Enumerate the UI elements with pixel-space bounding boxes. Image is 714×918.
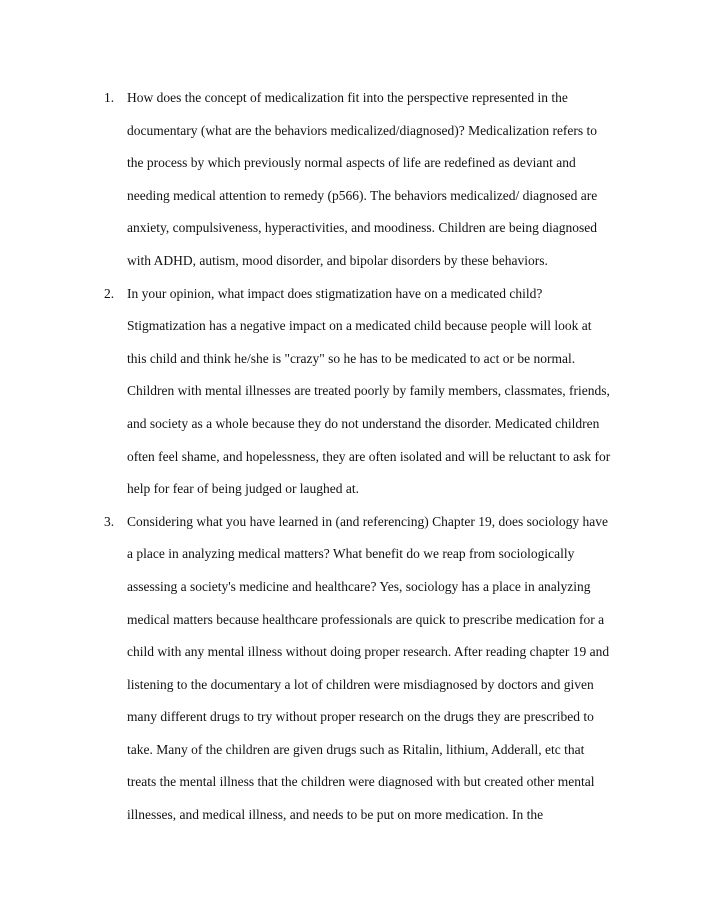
item-number: 1. <box>104 90 115 105</box>
item-number: 3. <box>104 513 115 529</box>
text-line: child with any mental illness without doing proper research. After reading chapter 19 and <box>127 644 610 660</box>
text-line: listening to the documentary a lot of children were misdiagnosed by doctors and given <box>127 676 594 692</box>
text-line: often feel shame, and hopelessness, they are often isolated and will be reluctant to ask for <box>127 448 611 464</box>
list-item-2 <box>104 278 644 506</box>
numbered-question-list <box>104 82 644 832</box>
text-line: illnesses, and medical illness, and needs to be put on more medication. In the <box>127 807 544 823</box>
text-line: medical matters because healthcare professionals are quick to prescribe medication for a <box>127 611 605 627</box>
text-line: Considering what you have learned in (and referencing) Chapter 19, does sociology have <box>127 513 608 529</box>
text-line: many different drugs to try without proper research on the drugs they are prescribed to <box>127 709 594 725</box>
text-line: treats the mental illness that the children were diagnosed with but created other mental <box>127 774 595 790</box>
item-number: 2. <box>104 285 115 301</box>
text-line: the process by which previously normal aspects of life are redefined as deviant and <box>127 155 576 171</box>
text-line: needing medical attention to remedy (p566). The behaviors medicalized/ diagnosed are <box>127 187 598 203</box>
text-line: take. Many of the children are given drugs such as Ritalin, lithium, Adderall, etc that <box>127 741 585 757</box>
text-line: with ADHD, autism, mood disorder, and bipolar disorders by these behaviors. <box>127 252 548 268</box>
text-line: documentary (what are the behaviors medicalized/diagnosed)? Medicalization refers to <box>127 122 598 138</box>
list-item-3 <box>104 506 644 832</box>
text-line: How does the concept of medicalization fit into the perspective represented in the <box>127 90 568 105</box>
text-line: assessing a society's medicine and healthcare? Yes, sociology has a place in analyzing <box>127 578 591 594</box>
text-line: and society as a whole because they do not understand the disorder. Medicated children <box>127 415 600 431</box>
text-line: a place in analyzing medical matters? What benefit do we reap from sociologically <box>127 546 575 562</box>
text-line: In your opinion, what impact does stigmatization have on a medicated child? <box>127 285 543 301</box>
list-item-1 <box>104 82 644 278</box>
text-line: Children with mental illnesses are treated poorly by family members, classmates, friends, <box>127 383 610 399</box>
text-line: Stigmatization has a negative impact on a medicated child because people will look at <box>127 318 592 334</box>
text-line: help for fear of being judged or laughed at. <box>127 481 360 497</box>
text-line: anxiety, compulsiveness, hyperactivities, and moodiness. Children are being diagnosed <box>127 220 598 236</box>
text-line: this child and think he/she is "crazy" so he has to be medicated to act or be normal. <box>127 350 576 366</box>
